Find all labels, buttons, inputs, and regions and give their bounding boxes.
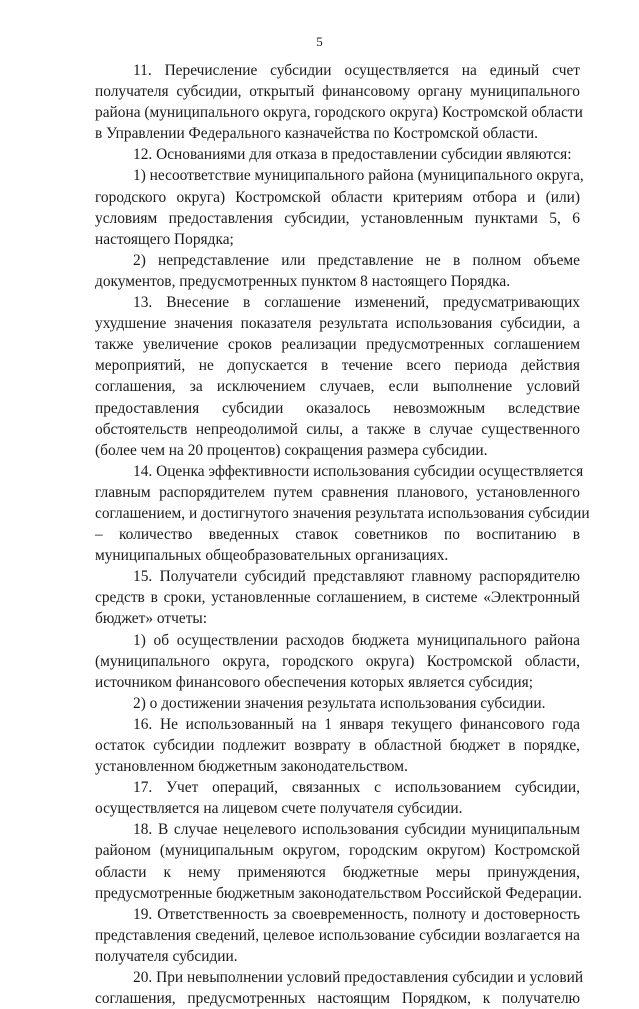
text-line: 15. Получатели субсидий представляют главному распорядителю [133, 568, 580, 586]
text-line: 16. Не использованный на 1 января текущего финансового года [133, 715, 580, 733]
text-line: средств в сроки, установленные соглашением, в системе «Электронный [95, 589, 580, 607]
text-line: также увеличение сроков реализации предусмотренных соглашением [95, 336, 580, 354]
document-body [95, 60, 590, 1009]
text-line: районом (муниципальным округом, городским округом) Костромской [95, 842, 580, 860]
text-line: области к нему применяются бюджетные меры принуждения, [95, 863, 580, 881]
text-line: мероприятий, не допускается в течение всего периода действия [95, 357, 580, 375]
text-line: 1) несоответствие муниципального района (муниципального округа, [133, 167, 584, 185]
text-line: в Управлении Федерального казначейства по Костромской области. [95, 125, 539, 143]
text-line: получателя субсидии. [95, 947, 238, 965]
text-line: ухудшение значения показателя результата использования субсидии, а [95, 315, 580, 333]
text-line: городского округа) Костромской области критериям отбора и (или) [95, 188, 580, 206]
text-line: главным распорядителем путем сравнения планового, установленного [95, 483, 580, 501]
text-line: 2) непредставление или представление не в полном объеме [133, 251, 580, 269]
text-line: 19. Ответственность за своевременность, полноту и достоверность [133, 905, 580, 923]
text-line: настоящего Порядка; [95, 230, 234, 248]
text-line: бюджет» отчеты: [95, 610, 208, 628]
text-line: получателя субсидии, открытый финансовому органу муниципального [95, 83, 580, 101]
text-line: 14. Оценка эффективности использования субсидии осуществляется [133, 462, 584, 480]
text-line: района (муниципального округа, городского округа) Костромской области [95, 104, 583, 122]
text-line: (муниципального округа, городского округа) Костромской области, [95, 652, 580, 670]
text-line: предоставления субсидии оказалось невозможным вследствие [95, 399, 580, 417]
text-line: документов, предусмотренных пунктом 8 настоящего Порядка. [95, 272, 511, 290]
text-line: источником финансового обеспечения которых является субсидия; [95, 673, 534, 691]
text-line: условиям предоставления субсидии, установленным пунктами 5, 6 [95, 209, 580, 227]
text-line: остаток субсидии подлежит возврату в областной бюджет в порядке, [95, 737, 580, 754]
text-line: предусмотренные бюджетным законодательством Российской Федерации. [95, 884, 582, 902]
text-line: соглашения, предусмотренных настоящим Порядком, к получателю [95, 990, 580, 1008]
text-line: 20. При невыполнении условий предоставления субсидии и условий [133, 969, 584, 987]
text-line: 17. Учет операций, связанных с использованием субсидии, [133, 779, 580, 797]
text-line: обстоятельств непреодолимой силы, а также в случае существенного [95, 420, 580, 438]
text-line: – количество введенных ставок советников по воспитанию в [95, 526, 580, 544]
text-line: установленном бюджетным законодательством. [95, 758, 408, 776]
text-line: 18. В случае нецелевого использования субсидии муниципальным [133, 821, 580, 839]
text-line: 11. Перечисление субсидии осуществляется на единый счет [133, 62, 580, 79]
text-line: (более чем на 20 процентов) сокращения размера субсидии. [95, 441, 488, 459]
text-line: муниципальных общеобразовательных организациях. [95, 547, 449, 565]
text-line: 13. Внесение в соглашение изменений, предусматривающих [133, 294, 580, 312]
text-line: соглашения, за исключением случаев, если выполнение условий [95, 378, 580, 396]
text-line: представления сведений, целевое использование субсидии возлагается на [95, 926, 580, 944]
text-line: 12. Основаниями для отказа в предоставлении субсидии являются: [133, 146, 572, 164]
text-line: 2) о достижении значения результата использования субсидии. [133, 694, 546, 712]
text-line: 1) об осуществлении расходов бюджета муниципального района [133, 631, 580, 649]
text-line: соглашением, и достигнутого значения результата использования субсидии [95, 504, 590, 522]
page-number: 5 [316, 34, 323, 49]
text-line: осуществляется на лицевом счете получателя субсидии. [95, 800, 463, 818]
